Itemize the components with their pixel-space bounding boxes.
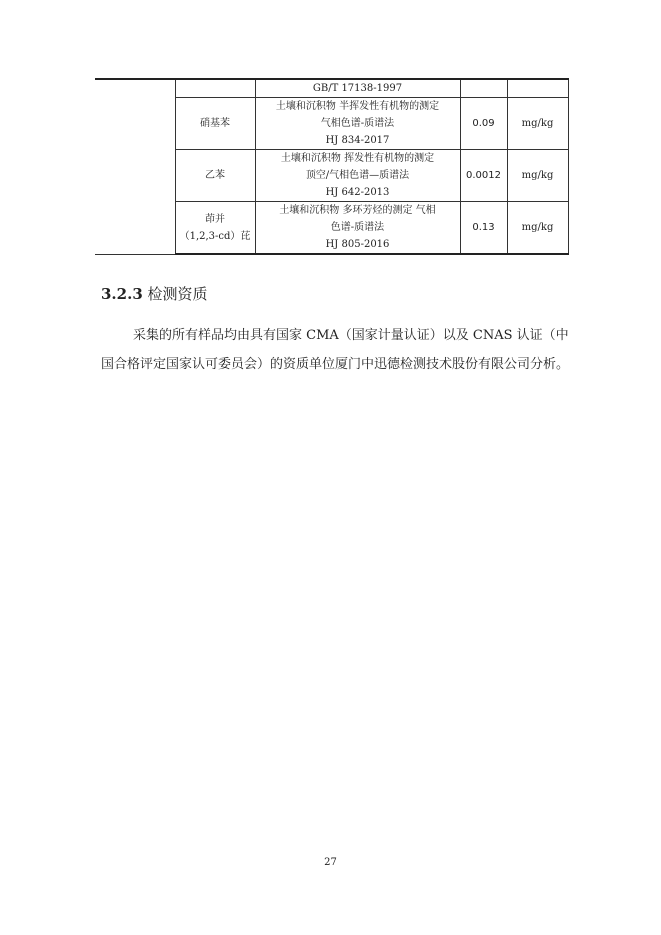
unit-cell [507, 79, 568, 98]
detection-limit-cell: 0.0012 [460, 150, 507, 202]
method-line: 顶空/气相色谱—质谱法 [305, 170, 410, 181]
method-line: HJ 805-2016 [325, 239, 390, 250]
section-title: 检测资质 [147, 285, 208, 303]
method-line: 气相色谱-质谱法 [320, 118, 395, 129]
item-name-line: （1,2,3-cd）芘 [179, 230, 251, 242]
item-name-cell: 乙苯 [175, 150, 255, 202]
method-line: HJ 834-2017 [325, 135, 390, 146]
detection-limit-cell: 0.13 [460, 202, 507, 255]
page-number: 27 [324, 857, 337, 868]
item-name-cell: 硝基苯 [175, 98, 255, 150]
method-cell [255, 79, 460, 98]
unit-cell: mg/kg [507, 150, 568, 202]
category-cell [95, 79, 175, 254]
unit-cell: mg/kg [507, 98, 568, 150]
method-line: 色谱-质谱法 [330, 222, 385, 233]
detection-limit-cell: 0.09 [460, 98, 507, 150]
item-name-line: 茚并 [205, 213, 225, 225]
table-row [95, 79, 568, 98]
paragraph-line: 采集的所有样品均由具有国家 CMA（国家计量认证）以及 CNAS 认证（中 [133, 328, 569, 343]
section-number: 3.2.3 [101, 285, 143, 303]
method-line: 土壤和沉积物 挥发性有机物的测定 [280, 153, 435, 164]
method-line: HJ 642-2013 [325, 187, 390, 198]
method-line: GB/T 17138-1997 [312, 83, 403, 94]
detection-methods-table [95, 78, 569, 255]
item-name-cell [175, 202, 255, 255]
method-line: 土壤和沉积物 多环芳烃的测定 气相 [279, 205, 436, 216]
paragraph-line: 国合格评定国家认可委员会）的资质单位厦门中迅德检测技术股份有限公司分析。 [101, 357, 570, 372]
method-line: 土壤和沉积物 半挥发性有机物的测定 [275, 101, 440, 112]
section-heading [101, 283, 208, 304]
method-cell [255, 98, 460, 150]
item-name-cell [175, 79, 255, 98]
method-cell [255, 150, 460, 202]
unit-cell: mg/kg [507, 202, 568, 255]
method-cell [255, 202, 460, 255]
detection-limit-cell [460, 79, 507, 98]
